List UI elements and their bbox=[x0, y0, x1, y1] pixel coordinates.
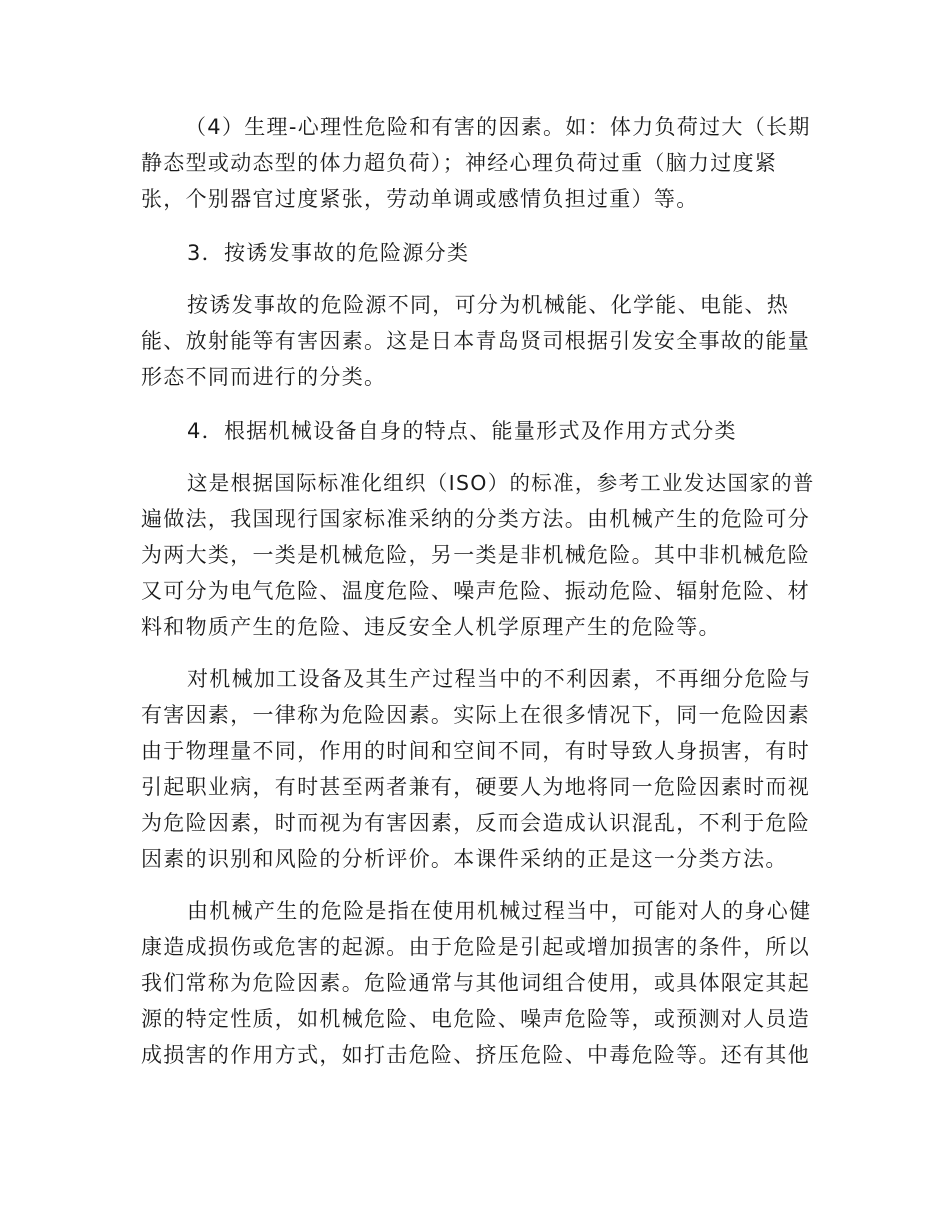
paragraph-line: 料和物质产生的危险、违反安全人机学原理产生的危险等。 bbox=[141, 615, 721, 639]
section-heading: 4．根据机械设备自身的特点、能量形式及作用方式分类 bbox=[187, 419, 737, 443]
paragraph-line: 又可分为电气危险、温度危险、噪声危险、振动危险、辐射危险、材 bbox=[141, 579, 810, 603]
paragraph-line: 引起职业病，有时甚至两者兼有，硬要人为地将同一危险因素时而视 bbox=[141, 775, 810, 799]
paragraph-line: 张，个别器官过度紧张，劳动单调或感情负担过重）等。 bbox=[141, 187, 699, 211]
paragraph-line: （4）生理-心理性危险和有害的因素。如：体力负荷过大（长期 bbox=[185, 115, 811, 139]
paragraph-line: 因素的识别和风险的分析评价。本课件采纳的正是这一分类方法。 bbox=[141, 847, 788, 871]
paragraph-line: 有害因素，一律称为危险因素。实际上在很多情况下，同一危险因素 bbox=[141, 703, 810, 727]
section-heading: 3．按诱发事故的危险源分类 bbox=[187, 241, 470, 265]
paragraph-line: 我们常称为危险因素。危险通常与其他词组合使用，或具体限定其起 bbox=[141, 971, 810, 995]
paragraph-line: 源的特定性质，如机械危险、电危险、噪声危险等，或预测对人员造 bbox=[141, 1007, 810, 1031]
paragraph-line: 形态不同而进行的分类。 bbox=[141, 365, 387, 389]
paragraph-line: 对机械加工设备及其生产过程当中的不利因素，不再细分危险与 bbox=[187, 667, 812, 691]
paragraph-line: 按诱发事故的危险源不同，可分为机械能、化学能、电能、热 bbox=[187, 293, 790, 317]
paragraph-line: 遍做法，我国现行国家标准采纳的分类方法。由机械产生的危险可分 bbox=[141, 507, 810, 531]
paragraph-line: 成损害的作用方式，如打击危险、挤压危险、中毒危险等。还有其他 bbox=[141, 1043, 810, 1067]
paragraph-line: 静态型或动态型的体力超负荷）；神经心理负荷过重（脑力过度紧 bbox=[141, 151, 778, 175]
paragraph-line: 为两大类，一类是机械危险，另一类是非机械危险。其中非机械危险 bbox=[141, 543, 810, 567]
paragraph-line: 这是根据国际标准化组织（ISO）的标准，参考工业发达国家的普 bbox=[187, 471, 815, 495]
paragraph-line: 康造成损伤或危害的起源。由于危险是引起或增加损害的条件，所以 bbox=[141, 935, 810, 959]
paragraph-line: 由机械产生的危险是指在使用机械过程当中，可能对人的身心健 bbox=[187, 899, 812, 923]
paragraph-line: 能、放射能等有害因素。这是日本青岛贤司根据引发安全事故的能量 bbox=[141, 329, 810, 353]
paragraph-line: 为危险因素，时而视为有害因素，反而会造成认识混乱，不利于危险 bbox=[141, 811, 810, 835]
paragraph-line: 由于物理量不同，作用的时间和空间不同，有时导致人身损害，有时 bbox=[141, 739, 810, 763]
